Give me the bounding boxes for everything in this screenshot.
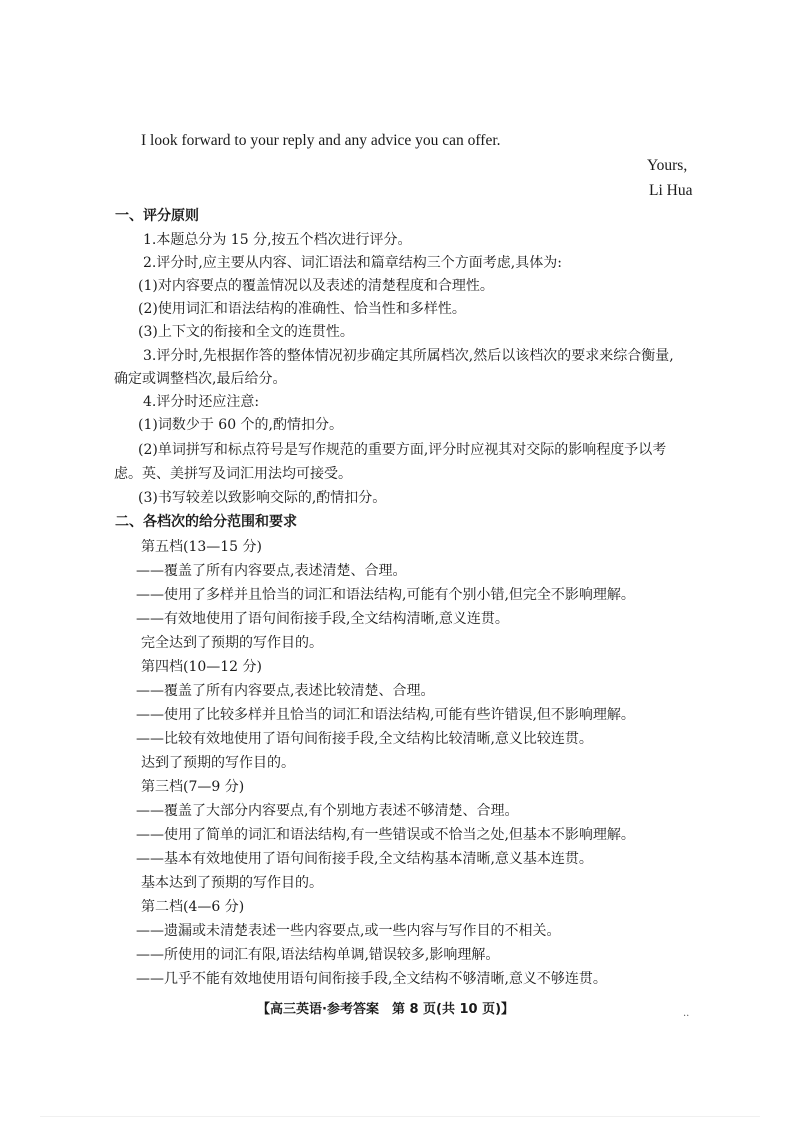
tier3-req-1: ——覆盖了大部分内容要点,有个别地方表述不够清楚、合理。 (136, 803, 519, 819)
section2-title: 二、各档次的给分范围和要求 (115, 514, 297, 530)
rule-2: 2.评分时,应主要从内容、词汇语法和篇章结构三个方面考虑,具体为: (143, 255, 562, 271)
rule-3-line-2: 确定或调整档次,最后给分。 (114, 371, 287, 387)
section1-title: 一、评分原则 (115, 208, 199, 224)
letter-closing-sentence: I look forward to your reply and any advice you can offer. (141, 132, 501, 149)
tier2-req-2: ——所使用的词汇有限,语法结构单调,错误较多,影响理解。 (136, 947, 500, 963)
rule-4-item-2-line-1: (2)单词拼写和标点符号是写作规范的重要方面,评分时应视其对交际的影响程度予以考 (138, 442, 667, 458)
letter-sign-off: Yours, (647, 157, 688, 174)
rule-3-line-1: 3.评分时,先根据作答的整体情况初步确定其所属档次,然后以该档次的要求来综合衡量, (143, 348, 674, 364)
rule-4: 4.评分时还应注意: (143, 394, 260, 410)
corner-mark: .. (683, 1008, 690, 1019)
tier4-req-3: ——比较有效地使用了语句间衔接手段,全文结构比较清晰,意义比较连贯。 (136, 731, 593, 747)
rule-4-item-1: (1)词数少于 60 个的,酌情扣分。 (138, 417, 343, 433)
rule-2-item-3: (3)上下文的衔接和全文的连贯性。 (138, 324, 354, 340)
tier2-name: 第二档(4—6 分) (141, 899, 245, 915)
tier5-req-3: ——有效地使用了语句间衔接手段,全文结构清晰,意义连贯。 (136, 611, 509, 627)
tier4-name: 第四档(10—12 分) (141, 659, 263, 675)
tier4-req-1: ——覆盖了所有内容要点,表述比较清楚、合理。 (136, 683, 435, 699)
tier2-req-1: ——遗漏或未清楚表述一些内容要点,或一些内容与写作目的不相关。 (136, 923, 561, 939)
tier5-req-2: ——使用了多样并且恰当的词汇和语法结构,可能有个别小错,但完全不影响理解。 (136, 587, 635, 603)
tier4-req-2: ——使用了比较多样并且恰当的词汇和语法结构,可能有些许错误,但不影响理解。 (136, 707, 635, 723)
tier3-req-2: ——使用了简单的词汇和语法结构,有一些错误或不恰当之处,但基本不影响理解。 (136, 827, 635, 843)
tier3-name: 第三档(7—9 分) (141, 779, 245, 795)
tier5-name: 第五档(13—15 分) (141, 539, 263, 555)
tier5-req-1: ——覆盖了所有内容要点,表述清楚、合理。 (136, 563, 407, 579)
tier4-goal: 达到了预期的写作目的。 (141, 755, 295, 771)
tier5-goal: 完全达到了预期的写作目的。 (141, 635, 323, 651)
page-footer: 【高三英语·参考答案 第 8 页(共 10 页)】 (257, 1002, 515, 1017)
rule-2-item-2: (2)使用词汇和语法结构的准确性、恰当性和多样性。 (138, 301, 466, 317)
tier3-req-3: ——基本有效地使用了语句间衔接手段,全文结构基本清晰,意义基本连贯。 (136, 851, 593, 867)
rule-2-item-1: (1)对内容要点的覆盖情况以及表述的清楚程度和合理性。 (138, 278, 494, 294)
tier3-goal: 基本达到了预期的写作目的。 (141, 875, 323, 891)
tier2-req-3: ——几乎不能有效地使用语句间衔接手段,全文结构不够清晰,意义不够连贯。 (136, 971, 607, 987)
letter-signature: Li Hua (649, 182, 693, 199)
rule-4-item-2-line-2: 虑。英、美拼写及词汇用法均可接受。 (114, 466, 352, 482)
bottom-divider (40, 1116, 760, 1117)
rule-1: 1.本题总分为 15 分,按五个档次进行评分。 (143, 232, 412, 248)
rule-4-item-3: (3)书写较差以致影响交际的,酌情扣分。 (138, 490, 387, 506)
